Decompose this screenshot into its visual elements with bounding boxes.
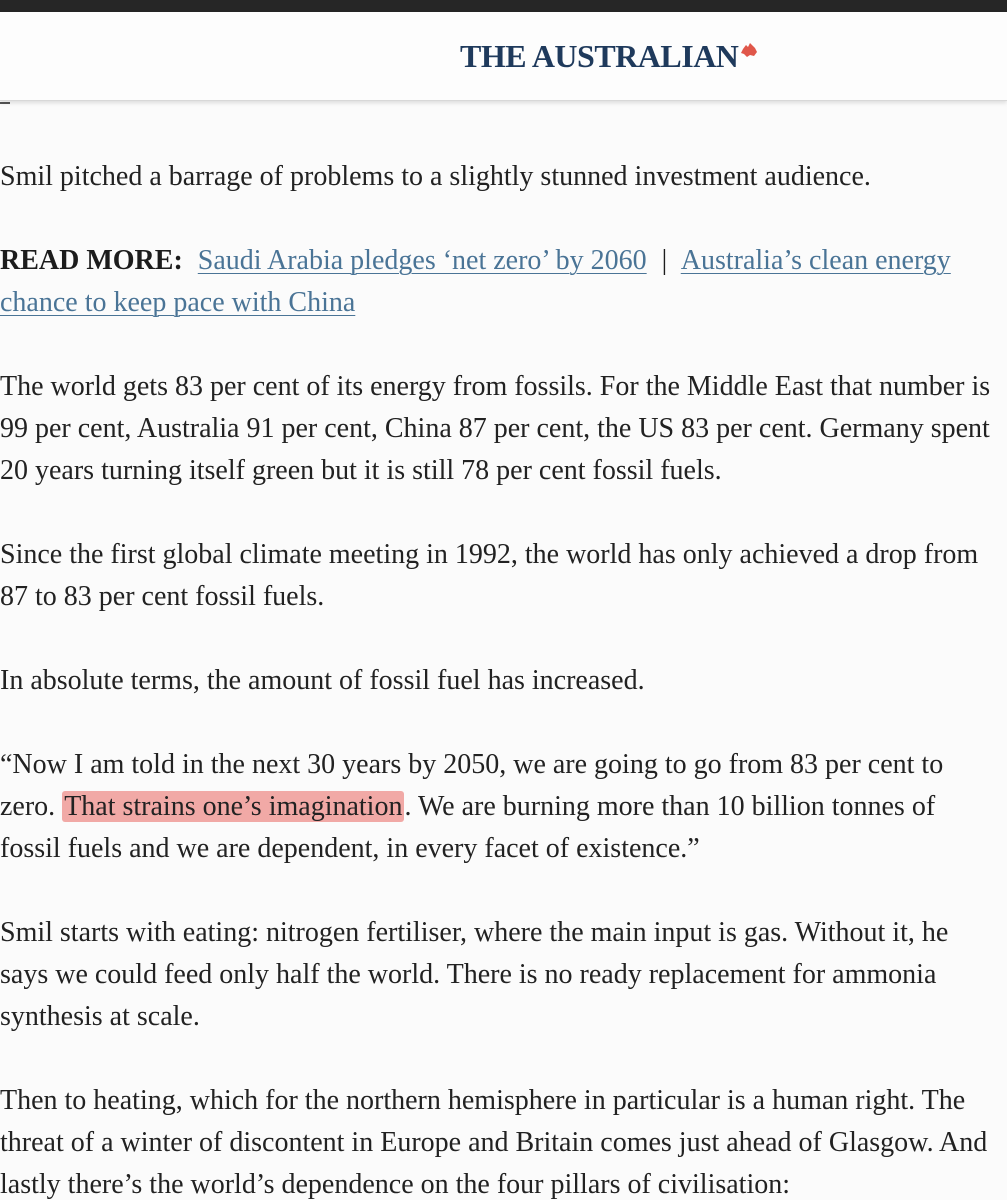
article-paragraph: Since the first global climate meeting in 1992, the world has only achieved a drop from 87 to 83 per cent fossil fuels. <box>0 539 979 612</box>
read-more-label: READ MORE: <box>0 245 183 276</box>
site-logo[interactable] <box>460 36 758 76</box>
browser-top-bar <box>0 0 1007 12</box>
read-more-block <box>0 240 1000 324</box>
article-quote-paragraph <box>0 744 1000 870</box>
article-paragraph: Smil starts with eating: nitrogen fertiliser, where the main input is gas. Without it, he says we could feed only half the world. There is no ready replacement for ammonia synthesis at scale. <box>0 917 949 1032</box>
read-more-link-saudi-arabia[interactable]: Saudi Arabia pledges ‘net zero’ by 2060 <box>197 245 647 276</box>
quote-text-after: . We are burning more than 10 billion tonnes of fossil fuels and we are dependent, in every facet of existence.” <box>0 791 936 864</box>
article-paragraph: Smil pitched a barrage of problems to a slightly stunned investment audience. <box>0 161 871 192</box>
australia-map-icon <box>740 42 758 58</box>
highlighted-text: That strains one’s imagination <box>64 791 403 822</box>
read-more-separator: | <box>661 245 668 276</box>
masthead-header <box>0 12 1007 101</box>
article-body <box>0 156 1000 1200</box>
article-paragraph: In absolute terms, the amount of fossil fuel has increased. <box>0 665 645 696</box>
quote-text-before: “Now I am told in the next 30 years by 2050, we are going to go from 83 per cent to zero. <box>0 749 944 822</box>
article-paragraph: Then to heating, which for the northern hemisphere in particular is a human right. The threat of a winter of discontent in Europe and Britain comes just ahead of Glasgow. And lastly there’s the world’s dependence on the four pillars of civilisation: <box>0 1085 988 1200</box>
article-paragraph: The world gets 83 per cent of its energy from fossils. For the Middle East that number is 99 per cent, Australia 91 per cent, China 87 per cent, the US 83 per cent. Germany spent 20 years turning itself green but it is still 78 per cent fossil fuels. <box>0 371 991 486</box>
logo-text: THE AUSTRALIAN <box>460 38 739 74</box>
read-more-link-clean-energy[interactable]: Australia’s clean energy chance to keep pace with China <box>0 245 951 318</box>
